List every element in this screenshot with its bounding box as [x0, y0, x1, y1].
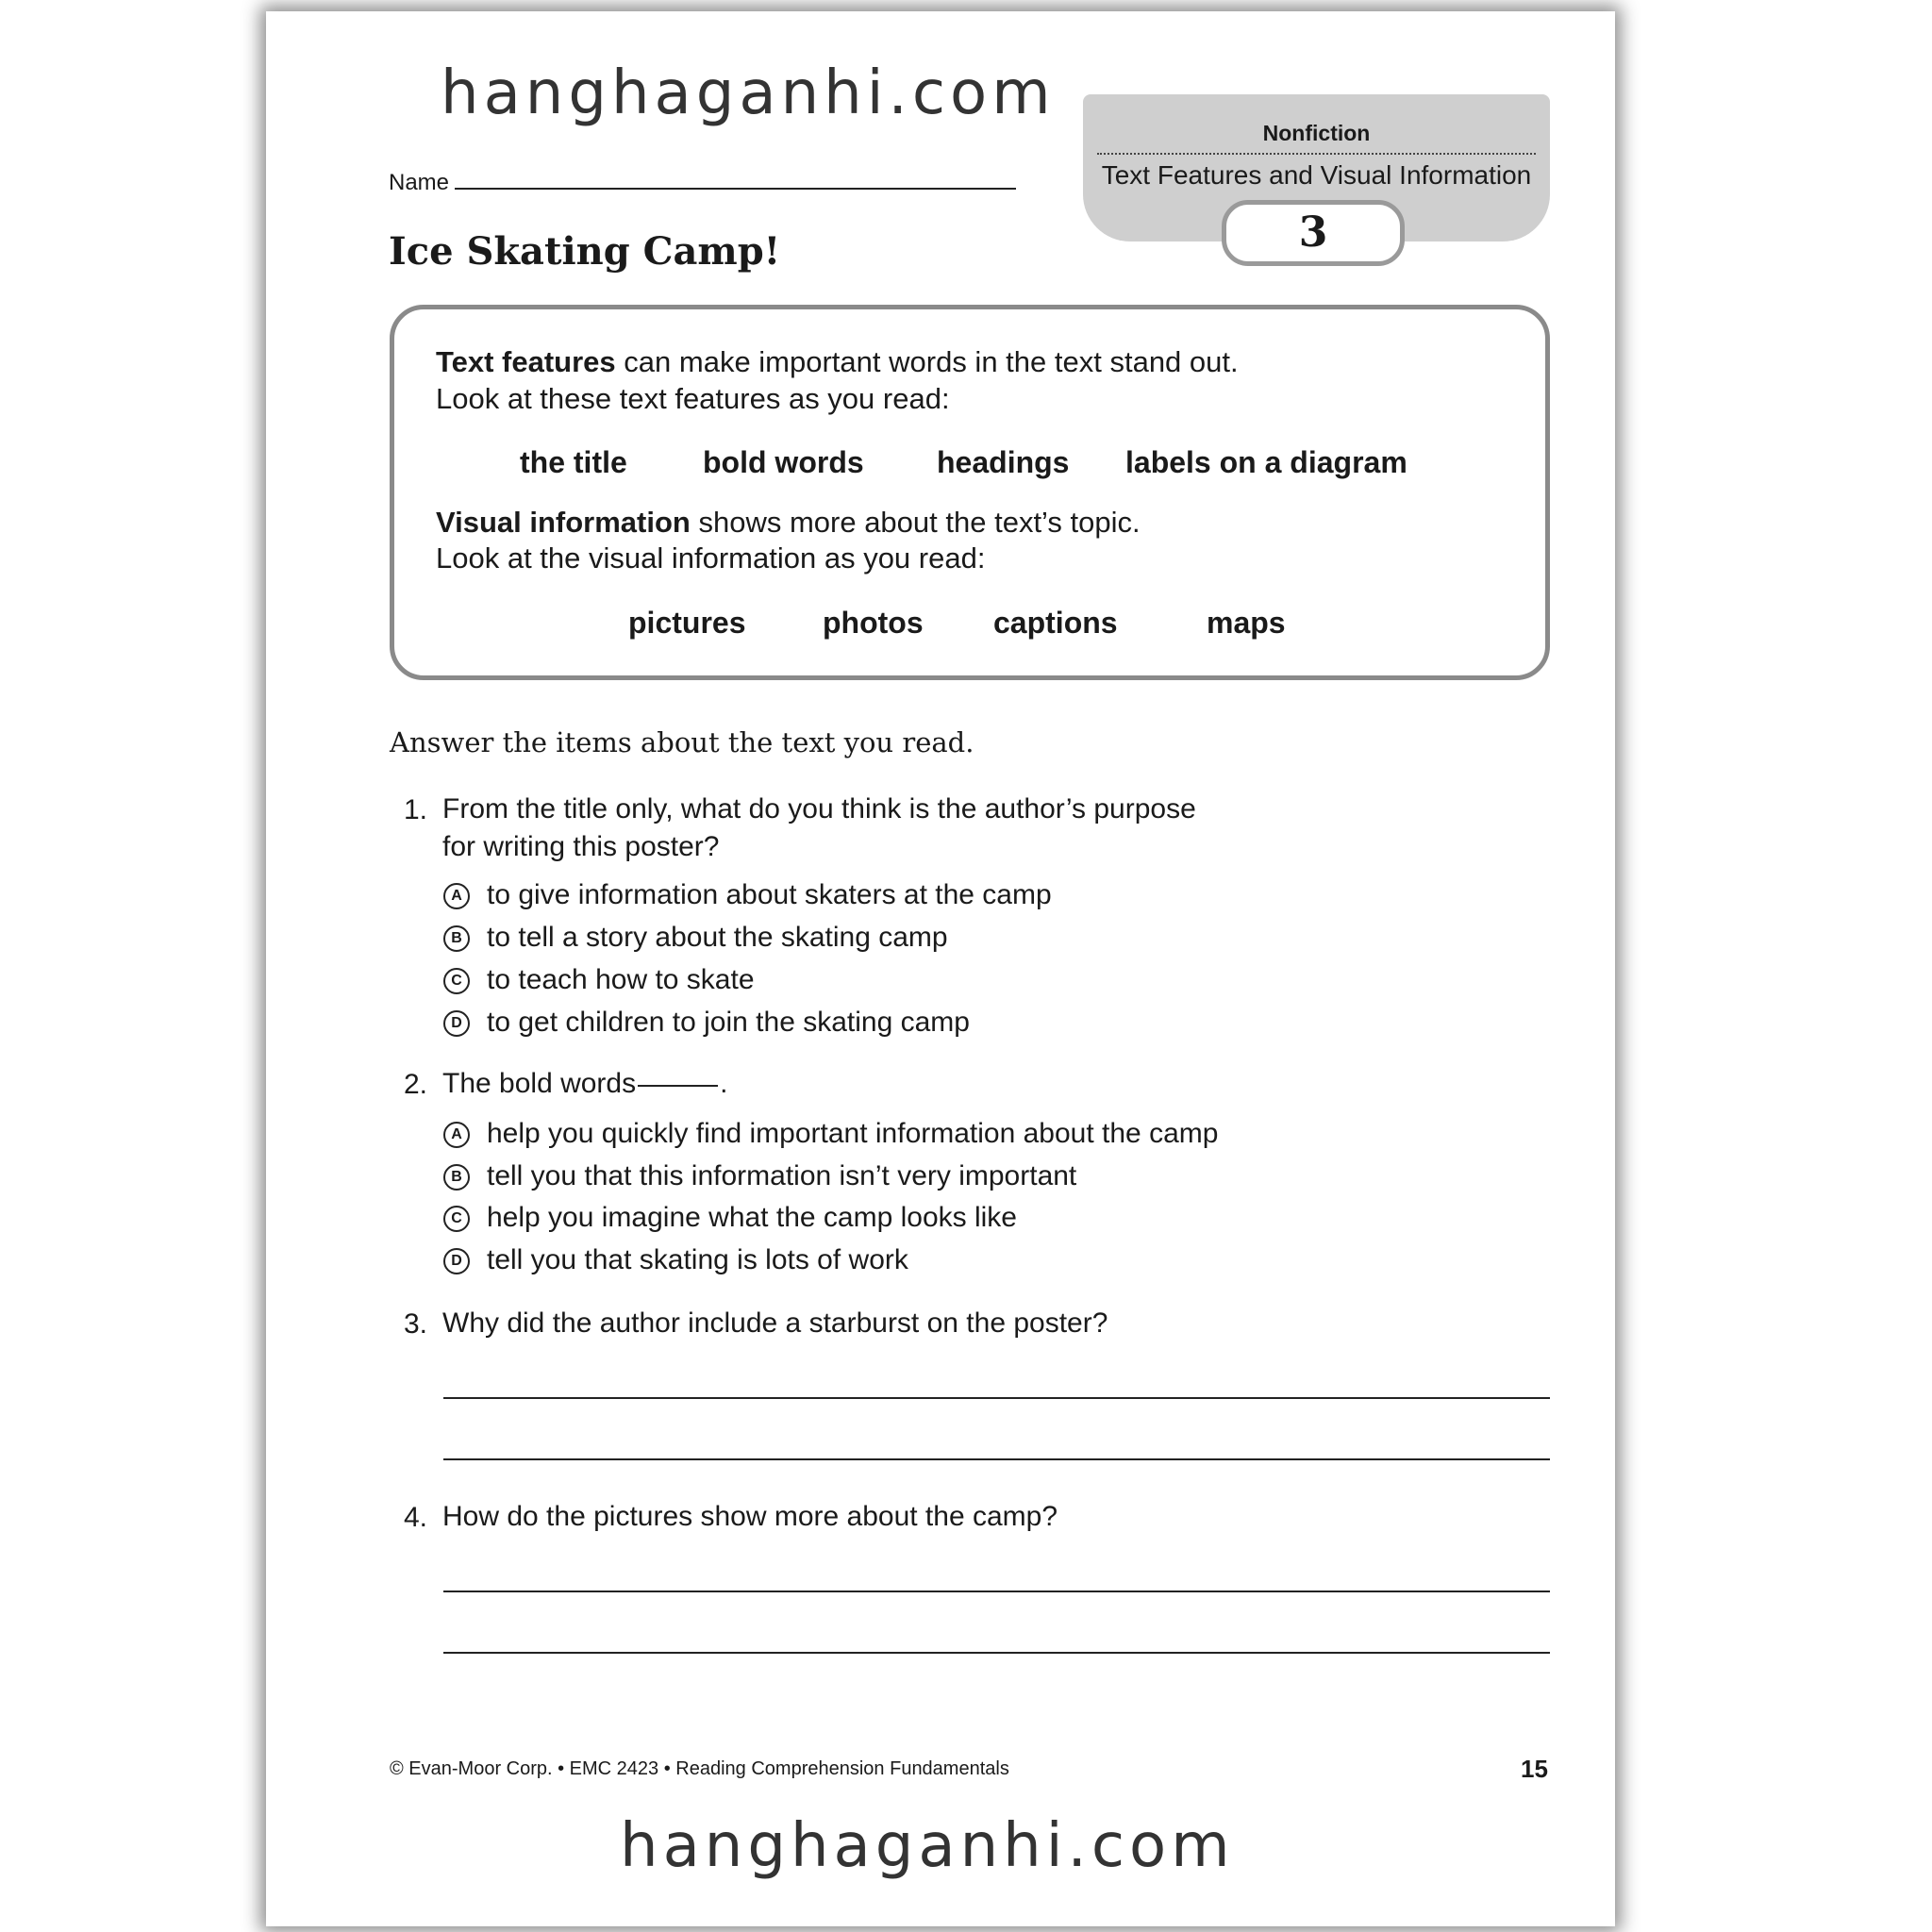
question-number: 3. — [404, 1308, 428, 1340]
answer-option[interactable] — [443, 1202, 1017, 1236]
option-bubble-b[interactable]: B — [443, 1164, 470, 1191]
unit-number-badge: 3 — [1222, 200, 1405, 266]
info-line-3-rest: shows more about the text’s topic. — [690, 506, 1141, 539]
visual-information-term: Visual information — [436, 506, 691, 539]
option-bubble-c[interactable]: C — [443, 968, 470, 994]
page-number: 15 — [1521, 1755, 1548, 1783]
question-3-text: Why did the author include a starburst on the poster? — [442, 1307, 1108, 1339]
question-1-text — [442, 791, 1196, 866]
option-bubble-d[interactable]: D — [443, 1010, 470, 1037]
option-text: to tell a story about the skating camp — [487, 922, 948, 953]
answer-line[interactable] — [443, 1397, 1550, 1399]
question-4-text: How do the pictures show more about the camp? — [442, 1501, 1058, 1532]
option-text: help you imagine what the camp looks like — [487, 1202, 1017, 1233]
info-line-1 — [436, 344, 1239, 380]
answer-option[interactable] — [443, 964, 755, 998]
text-feature-item: the title — [520, 445, 627, 479]
visual-feature-item: pictures — [628, 606, 746, 640]
answer-line[interactable] — [443, 1652, 1550, 1654]
option-bubble-a[interactable]: A — [443, 883, 470, 909]
visual-feature-item: photos — [823, 606, 924, 640]
question-2-text — [442, 1065, 727, 1103]
page-title: Ice Skating Camp! — [389, 229, 781, 274]
question-number: 2. — [404, 1069, 428, 1100]
answer-option[interactable] — [443, 879, 1052, 913]
visual-feature-item: maps — [1207, 606, 1286, 640]
info-line-4: Look at the visual information as you read: — [436, 541, 986, 575]
option-bubble-d[interactable]: D — [443, 1248, 470, 1274]
info-line-1-rest: can make important words in the text stand out. — [615, 345, 1239, 378]
footer-credit: © Evan-Moor Corp. • EMC 2423 • Reading Comprehension Fundamentals — [390, 1758, 1009, 1779]
option-text: tell you that this information isn’t very important — [487, 1160, 1077, 1191]
category-heading: Nonfiction — [1262, 121, 1371, 145]
text-feature-item: bold words — [703, 445, 864, 479]
option-text: help you quickly find important information about the camp — [487, 1118, 1219, 1149]
option-text: to get children to join the skating camp — [487, 1007, 970, 1038]
watermark-bottom: hanghaganhi.com — [620, 1811, 1235, 1881]
question-text-part: . — [720, 1068, 728, 1099]
visual-feature-item: captions — [993, 606, 1118, 640]
dotted-divider — [1097, 153, 1536, 155]
answer-line[interactable] — [443, 1591, 1550, 1592]
question-line: From the title only, what do you think is the author’s purpose — [442, 793, 1196, 824]
watermark-top: hanghaganhi.com — [441, 58, 1056, 128]
answer-option[interactable] — [443, 1118, 1218, 1152]
name-line — [455, 188, 1016, 190]
text-feature-item: headings — [937, 445, 1070, 479]
option-bubble-b[interactable]: B — [443, 925, 470, 952]
info-line-2: Look at these text features as you read: — [436, 382, 950, 415]
option-bubble-a[interactable]: A — [443, 1122, 470, 1148]
option-text: tell you that skating is lots of work — [487, 1244, 908, 1275]
answer-option[interactable] — [443, 922, 948, 956]
option-bubble-c[interactable]: C — [443, 1206, 470, 1232]
fill-in-blank — [638, 1085, 718, 1087]
option-text: to teach how to skate — [487, 964, 755, 995]
question-number: 4. — [404, 1502, 428, 1533]
answer-option[interactable] — [443, 1007, 970, 1041]
category-subheading: Text Features and Visual Information — [1101, 160, 1532, 190]
name-label: Name — [389, 170, 450, 195]
question-line: for writing this poster? — [442, 831, 720, 862]
answer-line[interactable] — [443, 1458, 1550, 1460]
answer-option[interactable] — [443, 1160, 1076, 1194]
text-feature-item: labels on a diagram — [1125, 445, 1407, 479]
question-number: 1. — [404, 794, 428, 825]
answer-option[interactable] — [443, 1244, 908, 1278]
instructions: Answer the items about the text you read. — [390, 726, 974, 758]
info-line-3 — [436, 505, 1141, 541]
question-text-part: The bold words — [442, 1068, 637, 1099]
option-text: to give information about skaters at the camp — [487, 879, 1052, 910]
text-features-term: Text features — [436, 345, 616, 378]
